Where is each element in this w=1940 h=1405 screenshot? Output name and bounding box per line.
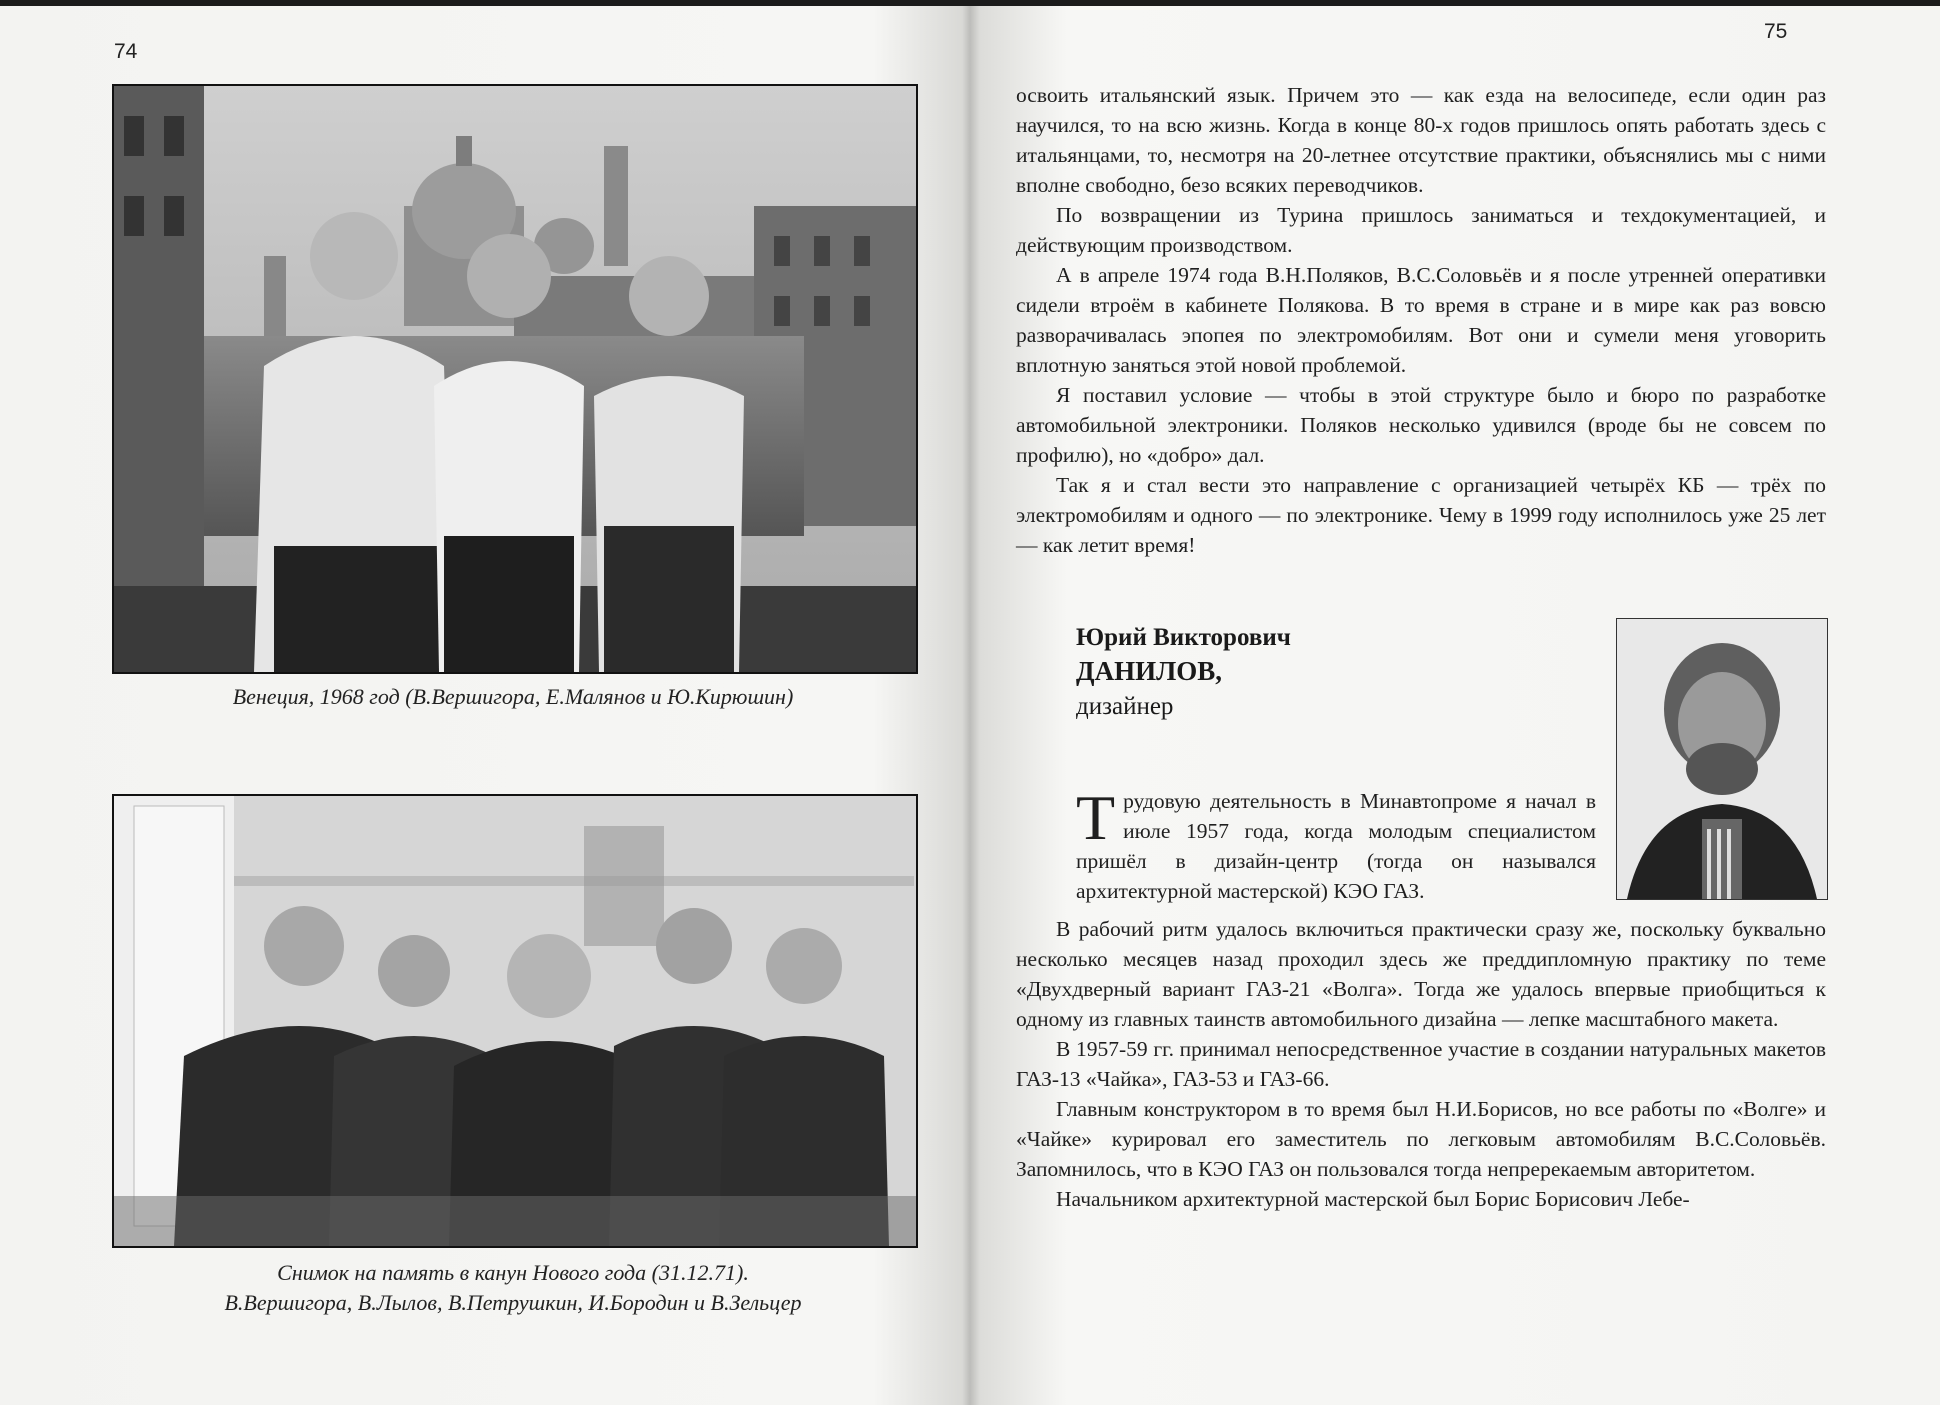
bio-text-narrow bbox=[1076, 782, 1596, 906]
page-number-left: 74 bbox=[114, 40, 138, 63]
bio-text-full bbox=[1016, 914, 1826, 1214]
paragraph: Главным конструктором в то время был Н.И.Борисов, но все работы по «Волге» и «Чайке» курировал его заместитель по легковым автомобилям В.С.Соловьёв. Запомнилось, что в КЭО ГАЗ он пользовался тогда непререкаемым авторитетом. bbox=[1016, 1097, 1826, 1181]
bio-last-name: ДАНИЛОВ, bbox=[1076, 656, 1222, 686]
paragraph: В 1957-59 гг. принимал непосредственное участие в создании натуральных макетов ГАЗ-13 «Чайка», ГАЗ-53 и ГАЗ-66. bbox=[1016, 1037, 1826, 1091]
new-year-photo-image bbox=[114, 796, 916, 1246]
new-year-photo-caption bbox=[112, 1258, 914, 1317]
venice-photo bbox=[112, 84, 918, 674]
paragraph bbox=[1076, 782, 1596, 906]
venice-photo-image bbox=[114, 86, 916, 672]
new-year-caption-line1: Снимок на память в канун Нового года (31.12.71). bbox=[277, 1260, 749, 1285]
portrait-photo-image bbox=[1617, 619, 1827, 899]
main-text-top bbox=[1016, 80, 1826, 560]
bio-role: дизайнер bbox=[1076, 693, 1174, 720]
bio-first-paragraph: рудовую деятельность в Минавтопроме я начал в июле 1957 года, когда молодым специалистом пришёл в дизайн-центр (тогда он назывался архитектурной мастерской) КЭО ГАЗ. bbox=[1076, 789, 1596, 903]
bio-first-name: Юрий Викторович bbox=[1076, 624, 1291, 651]
left-page bbox=[0, 0, 960, 1405]
new-year-photo bbox=[112, 794, 918, 1248]
portrait-photo bbox=[1616, 618, 1828, 900]
paragraph: Я поставил условие — чтобы в этой структуре было и бюро по разработке автомобильной электроники. Поляков несколько удивился (вроде бы не совсем по профилю), но «добро» дал. bbox=[1016, 383, 1826, 467]
paragraph: Так я и стал вести это направление с организацией четырёх КБ — трёх по электромобилям и одного — по электронике. Чему в 1999 году исполнилось уже 25 лет — как летит время! bbox=[1016, 473, 1826, 557]
paragraph: Начальником архитектурной мастерской был Борис Борисович Лебе- bbox=[1056, 1187, 1690, 1211]
paragraph: А в апреле 1974 года В.Н.Поляков, В.С.Соловьёв и я после утренней оперативки сидели втроём в кабинете Полякова. В то время в стране и в мире как раз вовсю разворачивалась эпопея по электромобилям. Вот они и сумели меня уговорить вплотную заняться этой новой проблемой. bbox=[1016, 263, 1826, 377]
paragraph: освоить итальянский язык. Причем это — как езда на велосипеде, если один раз научился, то на всю жизнь. Когда в конце 80-х годов пришлось опять работать здесь с итальянцами, то, несмотря на 20-летнее отсутствие практики, объяснялись мы с ними вполне свободно, безо всяких переводчиков. bbox=[1016, 83, 1826, 197]
dropcap-letter: Т bbox=[1076, 782, 1116, 853]
page-number-right: 75 bbox=[1764, 20, 1788, 43]
bio-heading bbox=[1076, 624, 1291, 721]
right-page bbox=[980, 0, 1940, 1405]
new-year-caption-line2: В.Вершигора, В.Лылов, В.Петрушкин, И.Бородин и В.Зельцер bbox=[224, 1289, 802, 1315]
paragraph: По возвращении из Турина пришлось заниматься и техдокументацией, и действующим производством. bbox=[1016, 203, 1826, 257]
venice-photo-caption: Венеция, 1968 год (В.Вершигора, Е.Малянов и Ю.Кирюшин) bbox=[232, 684, 794, 709]
paragraph: В рабочий ритм удалось включиться практически сразу же, поскольку буквально несколько месяцев назад проходил здесь же преддипломную практику по теме «Двухдверный вариант ГАЗ-21 «Волга». Тогда же удалось впервые приобщиться к одному из главных таинств автомобильного дизайна — лепке масштабного макета. bbox=[1016, 917, 1826, 1031]
